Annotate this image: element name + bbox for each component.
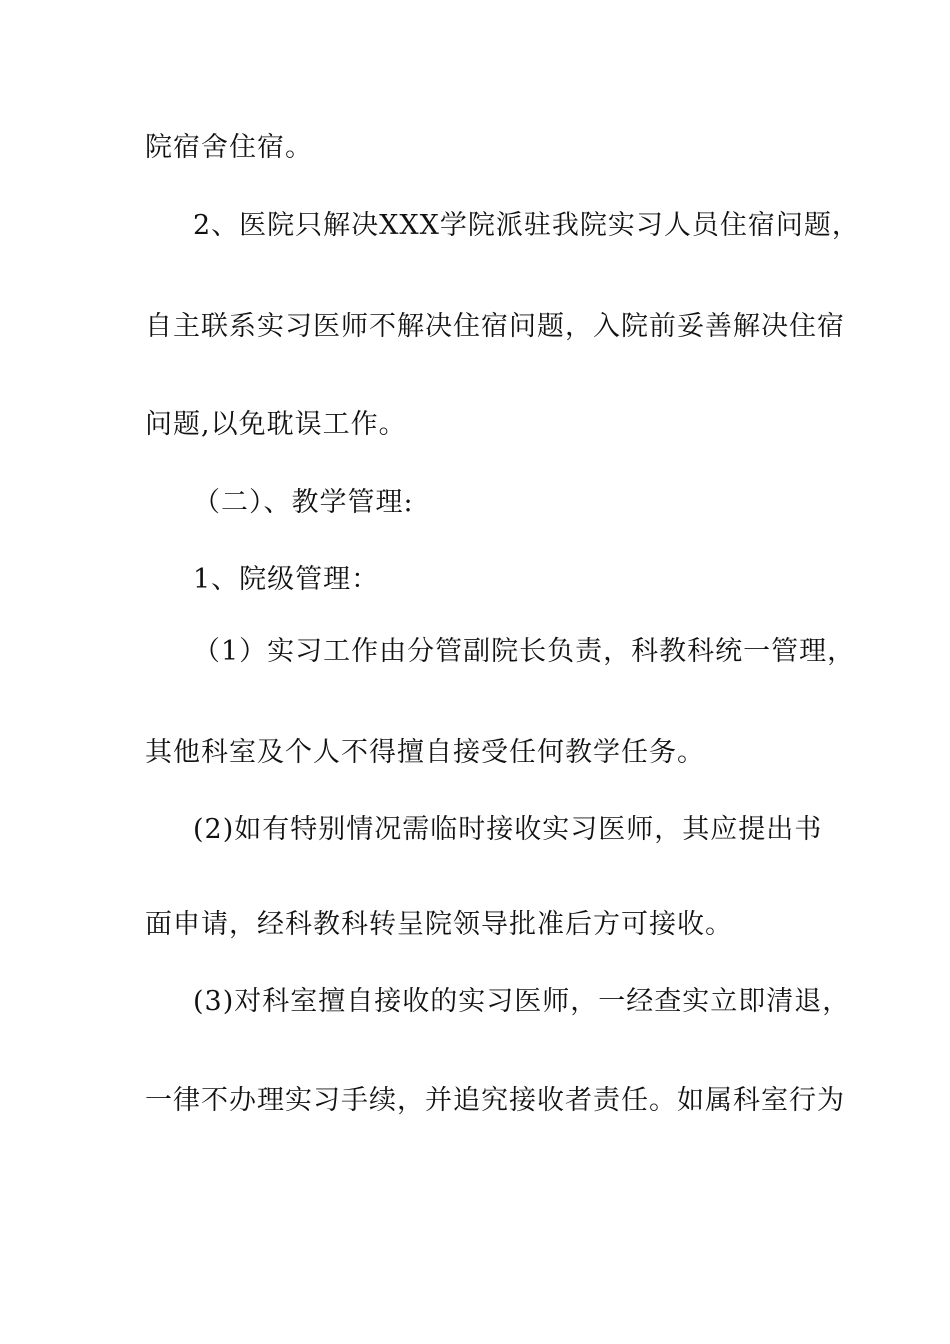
text-line-9: (2)如有特别情况需临时接收实习医师，其应提出书 [193,814,823,845]
text-line-4: 问题,以免耽误工作。 [145,409,407,440]
text-line-3: 自主联系实习医师不解决住宿问题，入院前妥善解决住宿 [145,311,845,342]
text-line-8: 其他科室及个人不得擅自接受任何教学任务。 [145,737,705,768]
text-line-1: 院宿舍住宿。 [145,132,313,163]
text-line-10: 面申请，经科教科转呈院领导批准后方可接收。 [145,909,733,940]
text-line-11: (3)对科室擅自接收的实习医师，一经查实立即清退， [193,986,851,1017]
text-line-2: 2、医院只解决XXX学院派驻我院实习人员住宿问题， [193,210,860,241]
text-line-7: （1）实习工作由分管副院长负责，科教科统一管理， [193,636,856,667]
text-line-12: 一律不办理实习手续，并追究接收者责任。如属科室行为 [145,1085,845,1116]
subsection-heading: 1、院级管理： [193,564,380,595]
section-heading: （二）、教学管理: [193,487,414,518]
